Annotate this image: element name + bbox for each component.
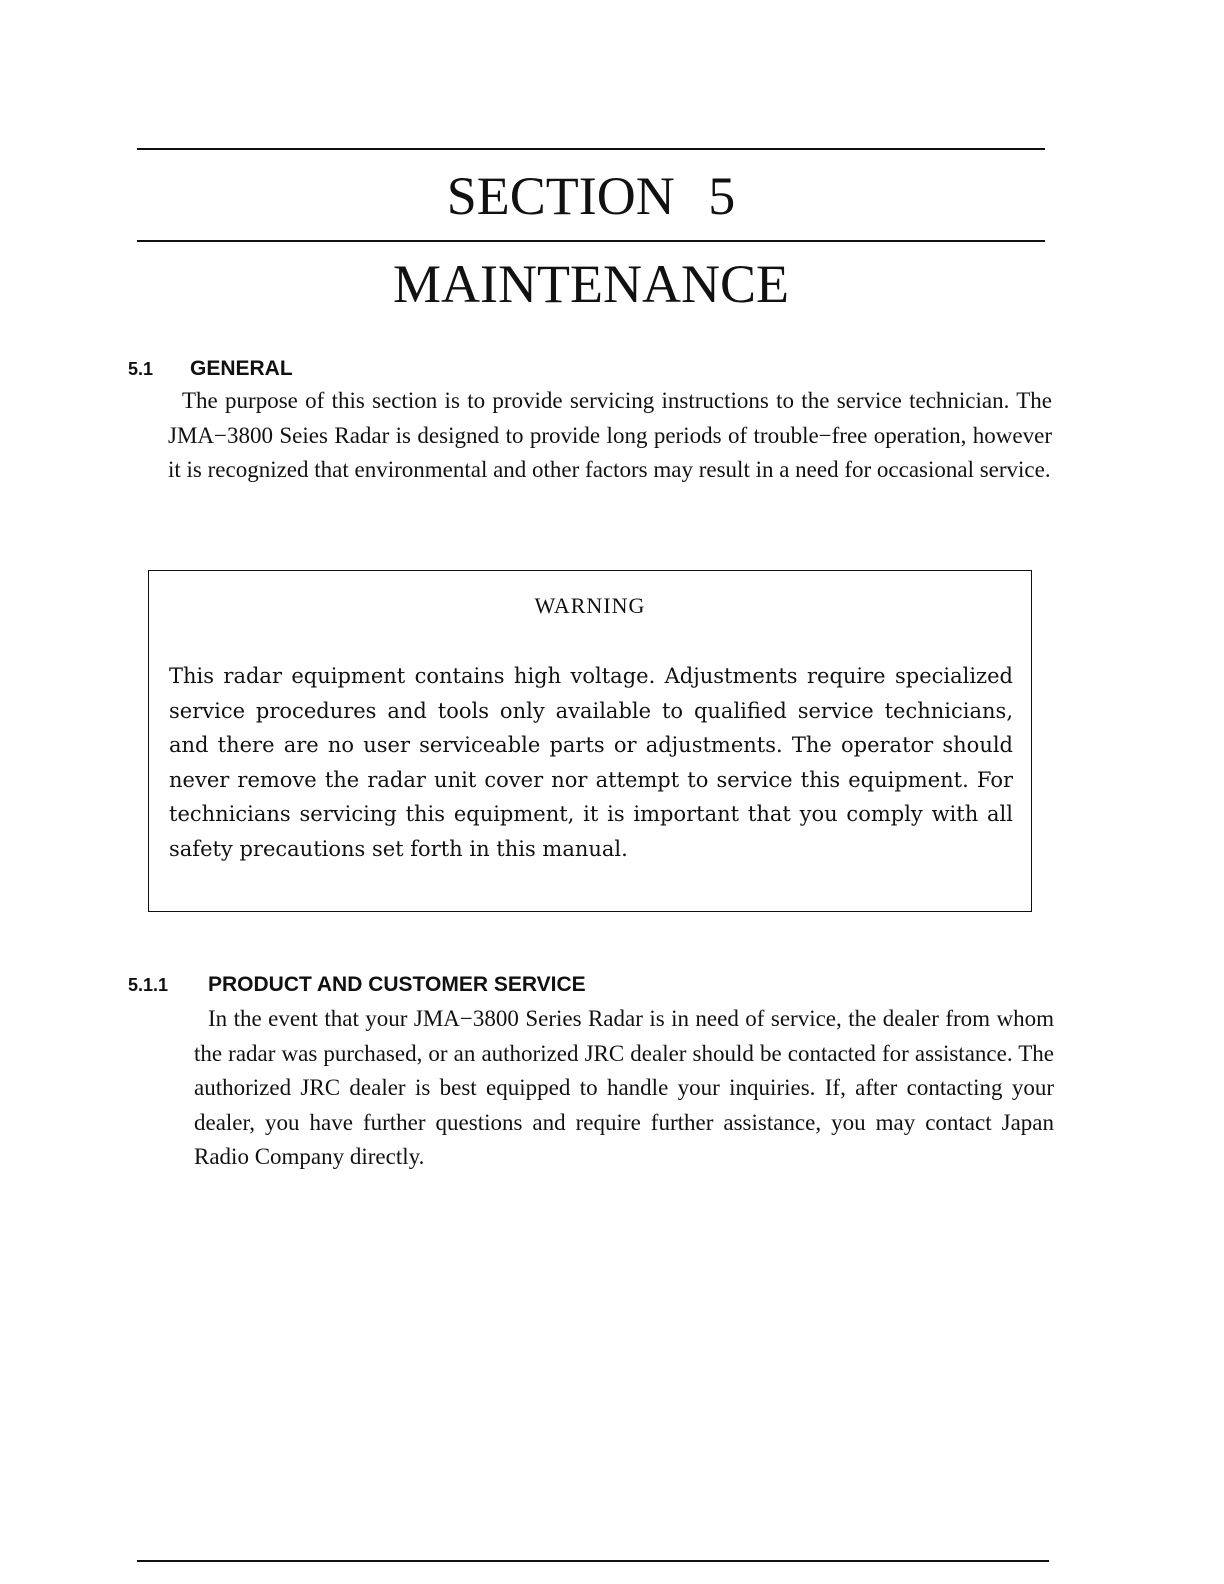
bottom-rule — [137, 1560, 1049, 1562]
general-paragraph: The purpose of this section is to provide servicing instructions to the service technician. The JMA−3800 Seies Radar is designed to provide long periods of trouble−free operation, however it is recognized that environmental and other factors may result in a need for occasional service. — [168, 388, 1052, 482]
general-heading — [128, 356, 293, 382]
section-title: SECTION 5 — [446, 166, 736, 226]
warning-title: WARNING — [534, 593, 646, 618]
warning-box — [148, 570, 1032, 912]
general-heading-title: GENERAL — [190, 357, 293, 380]
product-service-paragraph: In the event that your JMA−3800 Series Radar is in need of service, the dealer from whom the radar was purchased, or an authorized JRC dealer should be contacted for assistance. The authorized JRC dealer is best equipped to handle your inquiries. If, after contacting your dealer, you have further questions and require further assistance, you may contact Japan Radio Company directly. — [194, 1006, 1054, 1169]
product-service-heading — [128, 972, 586, 998]
section-subtitle: MAINTENANCE — [393, 254, 789, 314]
product-service-heading-number: 5.1.1 — [128, 975, 169, 995]
middle-rule — [137, 240, 1045, 242]
warning-text: This radar equipment contains high voltage. Adjustments require specialized service procedures and tools only available to qualified service technicians, and there are no user serviceable parts or adjustments. The operator should never remove the radar unit cover nor attempt to service this equipment. For technicians servicing this equipment, it is important that you comply with all safety precautions set forth in this manual. — [169, 664, 1013, 861]
product-service-heading-title: PRODUCT AND CUSTOMER SERVICE — [208, 973, 586, 996]
top-rule — [137, 148, 1045, 150]
general-heading-number: 5.1 — [128, 359, 154, 379]
